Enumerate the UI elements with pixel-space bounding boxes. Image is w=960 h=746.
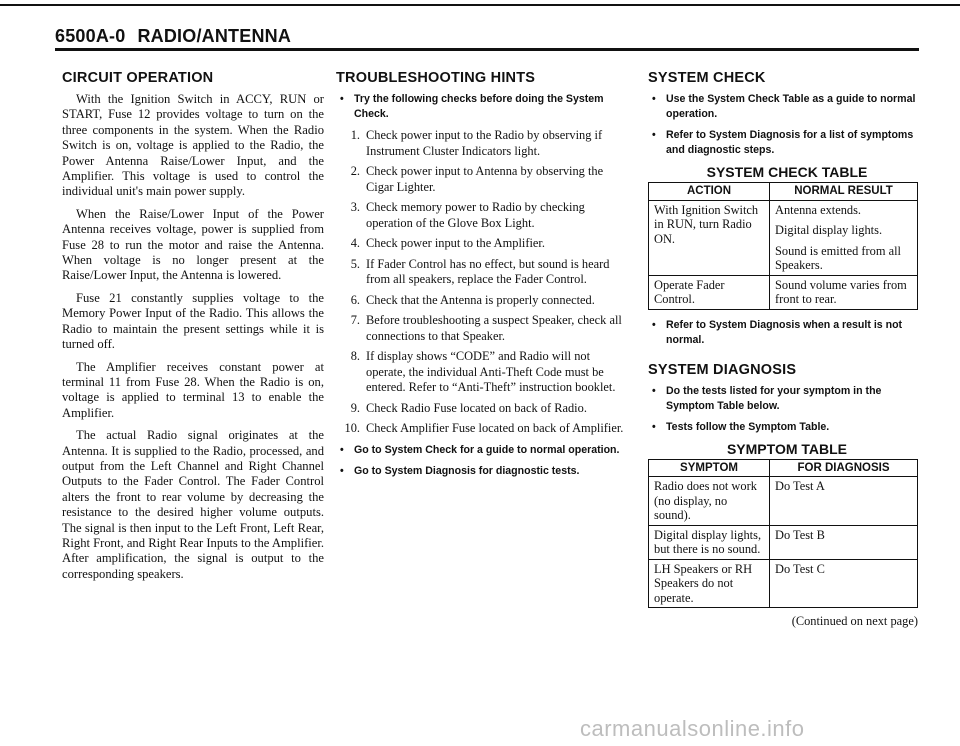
- table-row: [649, 275, 918, 309]
- circuit-paragraph: When the Raise/Lower Input of the Power Antenna receives voltage, power is supplied from Fuse 28 to run the motor and raise the Antenna. When voltage is no longer present at the Raise/Lower Input, the Antenna is lowered.: [62, 206, 324, 283]
- watermark-text: carmanualsonline.info: [580, 716, 805, 741]
- symptom-table: [648, 459, 918, 609]
- table-header: ACTION: [649, 183, 770, 201]
- table-cell: Do Test B: [770, 525, 918, 559]
- list-item: • Go to System Diagnosis for diagnostic tests.: [336, 464, 626, 479]
- list-item: 9. Check Radio Fuse located on back of Radio.: [350, 400, 587, 415]
- list-item: 2. Check power input to Antenna by observing the Cigar Lighter.: [350, 164, 604, 194]
- circuit-operation-section: [62, 70, 324, 589]
- list-item: 6. Check that the Antenna is properly connected.: [350, 292, 595, 307]
- circuit-operation-heading: CIRCUIT OPERATION: [62, 70, 214, 86]
- list-item: • Try the following checks before doing the System Check.: [336, 92, 626, 122]
- circuit-paragraph: The Amplifier receives constant power at terminal 11 from Fuse 28. When the Radio is on, voltage is applied to terminal 13 to enable the Amplifier.: [62, 359, 324, 420]
- troubleshooting-intro: [336, 92, 626, 122]
- system-check-table: [648, 182, 918, 310]
- system-check-heading: SYSTEM CHECK: [648, 70, 766, 86]
- table-row: [649, 559, 918, 608]
- table-cell: Sound volume varies from front to rear.: [770, 275, 918, 309]
- symptom-table-title: SYMPTOM TABLE: [726, 440, 848, 457]
- table-header: NORMAL RESULT: [770, 183, 918, 201]
- table-row: [649, 525, 918, 559]
- table-cell: LH Speakers or RH Speakers do not operate.: [649, 559, 770, 608]
- table-row: [649, 200, 918, 275]
- circuit-paragraph: Fuse 21 constantly supplies voltage to the Memory Power Input of the Radio. This allows the Radio to maintain the present settings while it is turned off.: [62, 290, 324, 352]
- list-item: 4. Check power input to the Amplifier.: [350, 236, 545, 250]
- list-item: 10. Check Amplifier Fuse located on back of Amplifier.: [344, 421, 624, 435]
- table-cell: Do Test A: [770, 477, 918, 526]
- top-border-rule: [0, 4, 960, 6]
- system-check-section: [648, 70, 926, 629]
- table-cell: Operate Fader Control.: [649, 275, 770, 309]
- table-row: [649, 477, 918, 526]
- system-diagnosis-heading: SYSTEM DIAGNOSIS: [648, 361, 797, 378]
- continued-note: (Continued on next page): [791, 614, 918, 628]
- table-header-row: [649, 459, 918, 477]
- table-cell: With Ignition Switch in RUN, turn Radio ON.: [649, 200, 770, 275]
- section-code: 6500A-0: [55, 26, 126, 46]
- troubleshooting-closing: [336, 443, 626, 479]
- list-item: 1. Check power input to the Radio by observing if Instrument Cluster Indicators light.: [350, 128, 603, 158]
- list-item: • Use the System Check Table as a guide to normal operation.: [648, 92, 926, 122]
- system-check-note: [648, 318, 926, 348]
- list-item: • Refer to System Diagnosis when a result is not normal.: [648, 318, 926, 348]
- table-cell: Digital display lights, but there is no sound.: [649, 525, 770, 559]
- list-item: • Go to System Check for a guide to normal operation.: [336, 443, 626, 458]
- table-cell: Antenna extends. Digital display lights. Sound is emitted from all Speakers.: [770, 200, 918, 275]
- page-header: [55, 26, 291, 47]
- troubleshooting-section: [336, 70, 626, 485]
- list-item: 5. If Fader Control has no effect, but sound is heard from all speakers, replace the Fader Control.: [350, 256, 610, 286]
- system-check-table-title: SYSTEM CHECK TABLE: [706, 164, 868, 180]
- table-cell: Do Test C: [770, 559, 918, 608]
- section-title: RADIO/ANTENNA: [137, 26, 292, 46]
- table-cell: Radio does not work (no display, no sound).: [649, 477, 770, 526]
- troubleshooting-heading: TROUBLESHOOTING HINTS: [336, 70, 536, 86]
- header-rule: [55, 48, 919, 51]
- list-item: 3. Check memory power to Radio by checking operation of the Glove Box Light.: [350, 200, 585, 230]
- circuit-paragraph: The actual Radio signal originates at the Antenna. It is supplied to the Radio, processed, and output from the Left Channel and Right Channel Outputs to the Fader Control. The Fader Control alters the front to rear volume by decreasing the resistance to the desired higher volume outputs. The signal is then input to the Left Front, Left Rear, Right Front, and Right Rear Inputs to the Amplifier. After amplification, the signal is output to the corresponding speakers.: [62, 428, 324, 581]
- system-check-bullets: [648, 92, 926, 158]
- list-item: • Do the tests listed for your symptom in the Symptom Table below.: [648, 384, 926, 414]
- list-item: 8. If display shows “CODE” and Radio will not operate, the individual Anti-Theft Code must be entered. Refer to “Anti-Theft” instruction booklet.: [350, 349, 616, 394]
- troubleshooting-steps: [336, 128, 626, 437]
- list-item: • Refer to System Diagnosis for a list of symptoms and diagnostic steps.: [648, 128, 926, 158]
- table-header-row: [649, 183, 918, 201]
- table-header: FOR DIAGNOSIS: [770, 459, 918, 477]
- table-header: SYMPTOM: [649, 459, 770, 477]
- system-diagnosis-bullets: [648, 384, 926, 435]
- circuit-paragraph: With the Ignition Switch in ACCY, RUN or START, Fuse 12 provides voltage to turn on the three components in the system. When the Radio Switch is on, voltage is applied to the Radio, the Power Antenna Raise/Lower Input, and the Amplifier. This voltage is used to control the individual unit's main power supply.: [62, 92, 324, 199]
- list-item: 7. Before troubleshooting a suspect Speaker, check all connections to that Speaker.: [350, 313, 622, 343]
- list-item: • Tests follow the Symptom Table.: [648, 420, 926, 435]
